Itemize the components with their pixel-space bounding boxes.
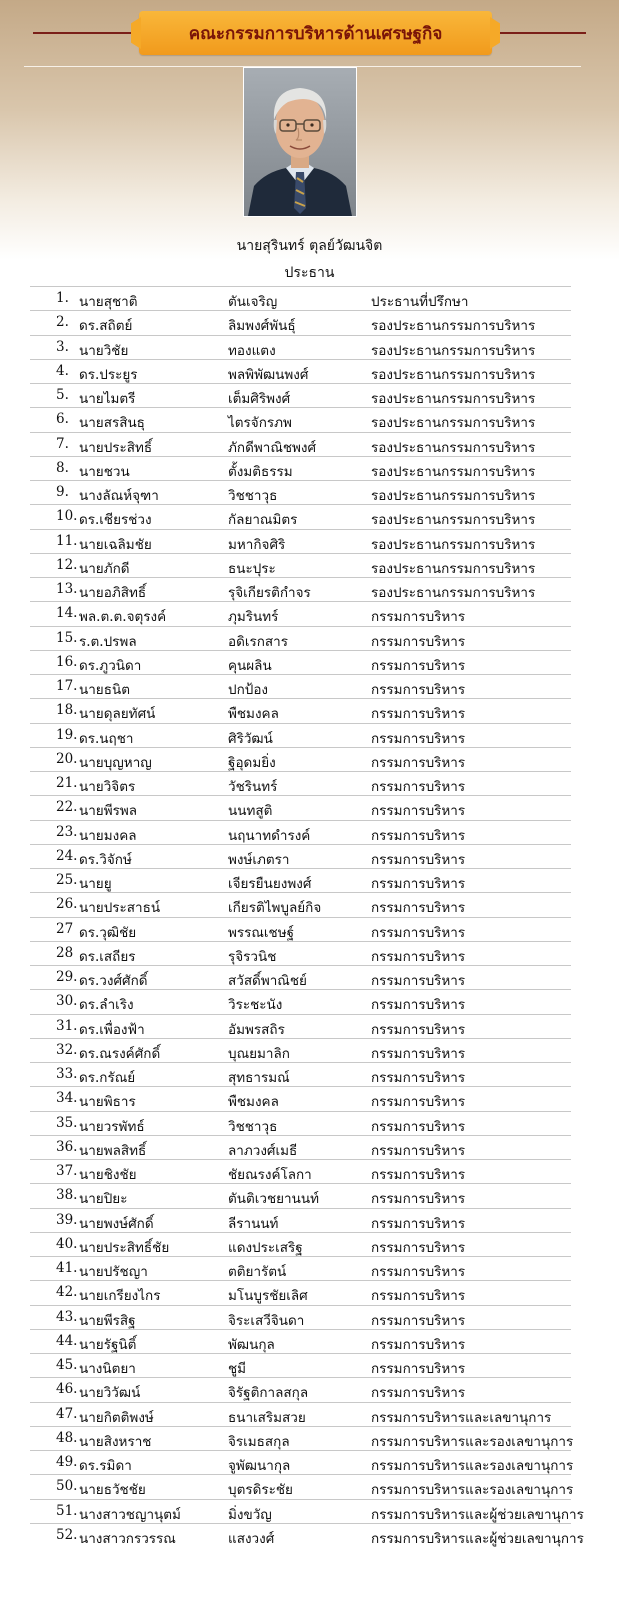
member-last-name: จิระเสวีจินดา (228, 1312, 305, 1329)
member-last-name: เต็มศิริพงศ์ (228, 391, 291, 407)
member-number: 31. (56, 1017, 78, 1034)
member-number: 17. (56, 678, 78, 694)
member-row (30, 650, 571, 674)
member-position: รองประธานกรรมการบริหาร (371, 439, 536, 456)
member-number: 22. (56, 799, 78, 816)
member-number: 4. (56, 362, 69, 379)
member-position: กรรมการบริหารและผู้ช่วยเลขานุการ (371, 1530, 584, 1547)
member-row (30, 529, 571, 553)
member-row (30, 917, 571, 941)
member-last-name: วัชรินทร์ (228, 779, 278, 795)
member-row (30, 1256, 571, 1280)
member-last-name: พงษ์เภตรา (228, 851, 290, 868)
member-first-name: นายอภิสิทธิ์ (79, 585, 147, 601)
member-number: 24. (56, 847, 78, 864)
member-number: 11. (56, 532, 78, 549)
member-position: กรรมการบริหาร (371, 948, 466, 965)
chairman-name: นายสุรินทร์ ตุลย์วัฒนจิต (236, 238, 383, 254)
member-number: 9. (56, 484, 69, 500)
member-first-name: ดร.วิจักษ์ (79, 851, 132, 868)
member-last-name: พรรณเชษฐ์ (228, 924, 295, 941)
member-row (30, 432, 571, 456)
member-row (30, 1232, 571, 1256)
page-title-banner (139, 11, 492, 55)
member-last-name: มโนบูรชัยเลิศ (228, 1288, 308, 1305)
member-number: 2. (56, 314, 69, 331)
member-position: กรรมการบริหาร (371, 754, 466, 771)
member-position: รองประธานกรรมการบริหาร (371, 536, 536, 553)
member-first-name: ดร.วงศ์ศักดิ์ (79, 973, 148, 989)
member-position: รองประธานกรรมการบริหาร (371, 512, 536, 529)
member-number: 10. (56, 508, 78, 525)
member-row (30, 601, 571, 625)
member-position: กรรมการบริหาร (371, 706, 466, 723)
member-position: กรรมการบริหาร (371, 876, 466, 892)
member-row (30, 965, 571, 989)
member-number: 8. (56, 459, 69, 476)
member-first-name: นายพิธาร (79, 1094, 136, 1111)
member-last-name: จิรัฐติกาลสกุล (228, 1385, 309, 1402)
member-position: รองประธานกรรมการบริหาร (371, 463, 536, 480)
member-row (30, 383, 571, 407)
member-row (30, 359, 571, 383)
member-row (30, 820, 571, 844)
member-number: 38. (56, 1187, 78, 1204)
member-row (30, 1474, 574, 1499)
member-position: กรรมการบริหาร (371, 1215, 466, 1232)
member-first-name: นายพงษ์ศักดิ์ (79, 1215, 154, 1232)
member-last-name: จิรเมธสกุล (228, 1433, 290, 1450)
member-row (30, 1329, 571, 1353)
member-position: กรรมการบริหารและเลขานุการ (371, 1409, 552, 1426)
member-first-name: ดร.ภูวนิดา (79, 657, 142, 674)
member-first-name: นายสิงหราช (79, 1433, 152, 1450)
member-row (30, 698, 571, 722)
member-last-name: เกียรติไพบูลย์กิจ (228, 900, 322, 917)
member-position: กรรมการบริหาร (371, 730, 466, 747)
member-list (30, 286, 584, 1547)
member-position: กรรมการบริหาร (371, 803, 466, 820)
member-first-name: ดร.นฤชา (79, 730, 134, 747)
member-row (30, 577, 571, 601)
member-row (30, 1280, 571, 1304)
member-number: 30. (56, 993, 78, 1010)
member-position: รองประธานกรรมการบริหาร (371, 585, 536, 601)
member-number: 45. (56, 1357, 78, 1373)
member-first-name: นายวิจิตร (79, 779, 136, 795)
member-first-name: นายไมตรี (79, 391, 136, 407)
member-position: รองประธานกรรมการบริหาร (371, 488, 536, 504)
member-last-name: พืชมงคล (228, 1094, 279, 1111)
member-row (30, 1402, 571, 1426)
member-number: 5. (56, 387, 69, 403)
member-number: 36. (56, 1138, 78, 1155)
member-row (30, 504, 571, 528)
member-row (30, 868, 571, 892)
member-last-name: อดิเรกสาร (228, 633, 288, 650)
member-last-name: ลิมพงศ์พันธุ์ (228, 318, 296, 335)
member-row (30, 335, 571, 359)
chairman-portrait (243, 67, 357, 217)
member-number: 7. (56, 435, 69, 452)
member-row (30, 1111, 571, 1135)
member-last-name: ชูมี (228, 1361, 247, 1377)
member-first-name: นายยู (79, 876, 112, 892)
member-position: กรรมการบริหาร (371, 973, 466, 989)
member-number: 50. (56, 1478, 78, 1495)
member-row (30, 1305, 571, 1329)
member-row (30, 1062, 571, 1086)
member-position: กรรมการบริหาร (371, 1070, 466, 1086)
member-number: 16. (56, 653, 78, 670)
member-last-name: ชัยณรงค์โลกา (228, 1167, 312, 1183)
member-number: 47. (56, 1405, 78, 1422)
member-number: 28 (56, 944, 74, 961)
member-first-name: ดร.รมิดา (79, 1458, 132, 1474)
member-position: กรรมการบริหาร (371, 1239, 466, 1256)
member-first-name: ดร.ลำเริง (79, 997, 134, 1014)
member-position: กรรมการบริหาร (371, 633, 466, 650)
member-last-name: แสงวงศ์ (228, 1530, 275, 1547)
member-first-name: นายชิงชัย (79, 1167, 137, 1183)
member-number: 3. (56, 338, 69, 355)
member-first-name: นางสาวกรวรรณ (79, 1530, 176, 1547)
member-first-name: นายวิชัย (79, 342, 129, 359)
member-first-name: นายมงคล (79, 827, 137, 844)
member-last-name: ธนาเสริมสวย (228, 1409, 306, 1426)
member-number: 39. (56, 1211, 78, 1228)
member-last-name: ทองแตง (228, 342, 276, 359)
member-row (30, 844, 571, 868)
member-number: 51. (56, 1502, 78, 1519)
member-number: 42. (56, 1284, 78, 1301)
member-first-name: นางสาวชญานุตม์ (79, 1506, 181, 1523)
member-position: กรรมการบริหาร (371, 1167, 466, 1183)
member-position: รองประธานกรรมการบริหาร (371, 342, 536, 359)
member-last-name: อัมพรสถิร (228, 1021, 285, 1038)
member-number: 37. (56, 1163, 78, 1179)
member-first-name: นายวิวัฒน์ (79, 1385, 141, 1402)
member-number: 25. (56, 872, 78, 888)
member-row (30, 407, 571, 431)
member-first-name: นายปิยะ (79, 1191, 128, 1208)
member-row (30, 771, 571, 795)
member-number: 6. (56, 411, 69, 428)
member-first-name: นายสรสินธุ (79, 415, 145, 432)
member-number: 21. (56, 775, 78, 791)
member-first-name: นายประสิทธิ์ (79, 439, 153, 456)
member-position: กรรมการบริหารและรองเลขานุการ (371, 1458, 574, 1474)
member-last-name: ลาภวงศ์เมธี (228, 1142, 298, 1159)
member-first-name: ดร.เพื่องฟ้า (79, 1021, 145, 1038)
member-row (30, 310, 571, 334)
member-last-name: ภุมรินทร์ (228, 609, 279, 626)
member-row (30, 892, 571, 916)
member-first-name: ดร.เชียรช่วง (79, 512, 152, 529)
member-row (30, 795, 571, 819)
member-row (30, 747, 571, 771)
member-row (30, 1499, 584, 1523)
member-first-name: นายธนิต (79, 682, 130, 698)
member-first-name: นางลัณห์จุฑา (79, 488, 159, 504)
member-row (30, 456, 571, 480)
member-row (30, 1208, 571, 1232)
member-first-name: ดร.ประยูร (79, 366, 138, 383)
member-first-name: ดร.เสถียร (79, 948, 136, 965)
member-number: 44. (56, 1332, 78, 1349)
member-row (30, 723, 571, 747)
member-number: 13. (56, 581, 78, 597)
member-number: 46. (56, 1381, 78, 1398)
member-first-name: นายพีรพล (79, 803, 138, 820)
member-last-name: บุตรดิระชัย (228, 1482, 293, 1499)
member-row (30, 286, 571, 310)
member-last-name: ตติยารัตน์ (228, 1264, 287, 1280)
member-last-name: วิระชะนัง (228, 997, 283, 1014)
member-row (30, 674, 571, 698)
member-row (30, 1523, 584, 1547)
member-last-name: รุจิเกียรติกำจร (228, 585, 311, 601)
member-position: กรรมการบริหาร (371, 924, 466, 941)
member-number: 1. (56, 290, 69, 306)
member-first-name: ดร.สถิตย์ (79, 318, 133, 335)
member-last-name: ปกป้อง (228, 682, 269, 698)
member-row (30, 1159, 571, 1183)
member-position: กรรมการบริหาร (371, 1288, 466, 1305)
member-last-name: วิชชาวุธ (228, 488, 278, 504)
member-number: 29. (56, 969, 78, 985)
member-first-name: นายดุลยทัศน์ (79, 706, 156, 723)
member-last-name: มิ่งขวัญ (228, 1506, 272, 1523)
member-position: กรรมการบริหาร (371, 827, 466, 844)
member-row (30, 1353, 571, 1377)
member-number: 40. (56, 1235, 78, 1252)
member-first-name: พล.ต.ต.จตุรงค์ (79, 609, 167, 626)
chairman-title: ประธาน (284, 265, 335, 281)
member-position: กรรมการบริหาร (371, 900, 466, 917)
member-row (30, 1038, 571, 1062)
member-first-name: นายธวัชชัย (79, 1482, 146, 1499)
member-last-name: กัลยาณมิตร (228, 512, 298, 529)
member-last-name: วิชชาวุธ (228, 1118, 278, 1135)
member-last-name: แดงประเสริฐ (228, 1239, 303, 1256)
member-last-name: ฐิอุดมยิ่ง (228, 754, 276, 771)
member-row (30, 1426, 574, 1450)
member-position: กรรมการบริหาร (371, 997, 466, 1014)
member-first-name: นายพีรสิฐ (79, 1312, 136, 1329)
member-first-name: นายภักดี (79, 560, 130, 577)
member-row (30, 480, 571, 504)
member-row (30, 626, 571, 650)
member-last-name: เจียรยืนยงพงศ์ (228, 876, 312, 892)
member-position: รองประธานกรรมการบริหาร (371, 366, 536, 383)
member-position: กรรมการบริหารและรองเลขานุการ (371, 1482, 574, 1499)
member-position: กรรมการบริหารและรองเลขานุการ (371, 1433, 574, 1450)
member-last-name: ตันเจริญ (228, 294, 278, 310)
member-row (30, 1377, 571, 1401)
member-first-name: ดร.กรัณย์ (79, 1070, 136, 1086)
member-position: กรรมการบริหาร (371, 1094, 466, 1111)
member-first-name: นายวรพัทธ์ (79, 1118, 145, 1135)
member-first-name: นายเฉลิมชัย (79, 536, 152, 553)
member-first-name: ร.ต.ปรพล (79, 633, 137, 650)
member-position: กรรมการบริหาร (371, 1264, 466, 1280)
member-last-name: พืชมงคล (228, 706, 279, 723)
member-last-name: ลีรานนท์ (228, 1215, 279, 1232)
member-position: กรรมการบริหาร (371, 1361, 466, 1377)
member-number: 15. (56, 629, 78, 646)
member-last-name: ธนะปุระ (228, 560, 276, 577)
member-first-name: นายพลสิทธิ์ (79, 1142, 147, 1159)
member-first-name: นายสุชาติ (79, 294, 138, 310)
member-number: 19. (56, 726, 78, 743)
member-last-name: จูพัฒนากุล (228, 1458, 291, 1474)
member-number: 48. (56, 1429, 78, 1446)
member-last-name: สุทธารมณ์ (228, 1070, 290, 1086)
member-number: 23. (56, 823, 78, 840)
member-first-name: ดร.ณรงค์ศักดิ์ (79, 1045, 161, 1062)
member-number: 34. (56, 1090, 78, 1107)
member-position: กรรมการบริหาร (371, 1385, 466, 1402)
member-first-name: นายประสาธน์ (79, 900, 161, 917)
member-number: 26. (56, 896, 78, 913)
member-number: 18. (56, 702, 78, 719)
member-last-name: บุณยมาลิก (228, 1045, 290, 1062)
member-first-name: นายปรัชญา (79, 1264, 148, 1280)
member-last-name: นฤนาทดำรงค์ (228, 827, 311, 844)
member-row (30, 1135, 571, 1159)
member-first-name: นายกิตติพงษ์ (79, 1409, 154, 1426)
member-number: 32. (56, 1041, 78, 1058)
member-number: 33. (56, 1066, 78, 1082)
member-last-name: ตันติเวชยานนท์ (228, 1191, 319, 1208)
member-number: 14. (56, 605, 78, 622)
member-first-name: นายบุญหาญ (79, 754, 152, 771)
member-row (30, 1450, 574, 1474)
member-number: 43. (56, 1308, 78, 1325)
member-number: 27 (56, 920, 74, 937)
member-first-name: นายชวน (79, 463, 130, 480)
member-position: รองประธานกรรมการบริหาร (371, 560, 536, 577)
member-position: รองประธานกรรมการบริหาร (371, 318, 536, 335)
member-position: รองประธานกรรมการบริหาร (371, 415, 536, 432)
member-first-name: นายเกรียงไกร (79, 1288, 161, 1305)
member-last-name: มหากิจศิริ (228, 536, 286, 553)
member-position: กรรมการบริหาร (371, 1336, 466, 1353)
member-last-name: ภักดีพาณิชพงศ์ (228, 439, 317, 456)
member-position: รองประธานกรรมการบริหาร (371, 391, 536, 407)
member-position: กรรมการบริหาร (371, 1191, 466, 1208)
chairman-photo (244, 68, 356, 216)
member-number: 35. (56, 1114, 78, 1131)
member-position: กรรมการบริหาร (371, 682, 466, 698)
member-first-name: ดร.วุฒิชัย (79, 924, 137, 941)
member-last-name: ตั้งมติธรรม (228, 463, 293, 480)
member-position: กรรมการบริหาร (371, 779, 466, 795)
member-number: 52. (56, 1526, 78, 1543)
member-number: 12. (56, 556, 78, 573)
member-last-name: คุนผลิน (228, 657, 272, 674)
member-last-name: รุจิรวนิช (228, 948, 277, 965)
member-position: กรรมการบริหาร (371, 1045, 466, 1062)
member-first-name: นางนิตยา (79, 1361, 136, 1377)
member-first-name: นายประสิทธิ์ชัย (79, 1239, 170, 1256)
member-position: กรรมการบริหาร (371, 1021, 466, 1038)
member-row (30, 553, 571, 577)
member-row (30, 1183, 571, 1207)
member-position: กรรมการบริหาร (371, 609, 466, 626)
member-last-name: สวัสดิ์พาณิชย์ (228, 973, 307, 989)
member-number: 49. (56, 1454, 78, 1470)
header-rule-left (33, 32, 143, 34)
member-row (30, 1014, 571, 1038)
member-position: กรรมการบริหาร (371, 1118, 466, 1135)
member-position: กรรมการบริหาร (371, 657, 466, 674)
member-position: ประธานที่ปรึกษา (371, 294, 469, 310)
member-last-name: ไตรจักรภพ (228, 415, 292, 432)
member-last-name: ศิริวัฒน์ (228, 730, 273, 747)
member-row (30, 1086, 571, 1110)
member-position: กรรมการบริหาร (371, 851, 466, 868)
member-row (30, 941, 571, 965)
member-position: กรรมการบริหาร (371, 1142, 466, 1159)
member-last-name: พลพิพัฒนพงศ์ (228, 366, 309, 383)
member-number: 41. (56, 1260, 78, 1276)
member-last-name: นนทสูติ (228, 803, 273, 820)
member-first-name: นายรัฐนิติ์ (79, 1336, 137, 1353)
member-row (30, 989, 571, 1013)
member-position: กรรมการบริหาร (371, 1312, 466, 1329)
member-position: กรรมการบริหารและผู้ช่วยเลขานุการ (371, 1506, 584, 1523)
member-last-name: พัฒนกุล (228, 1336, 275, 1353)
member-number: 20. (56, 750, 78, 767)
page-title: คณะกรรมการบริหารด้านเศรษฐกิจ (188, 23, 443, 44)
